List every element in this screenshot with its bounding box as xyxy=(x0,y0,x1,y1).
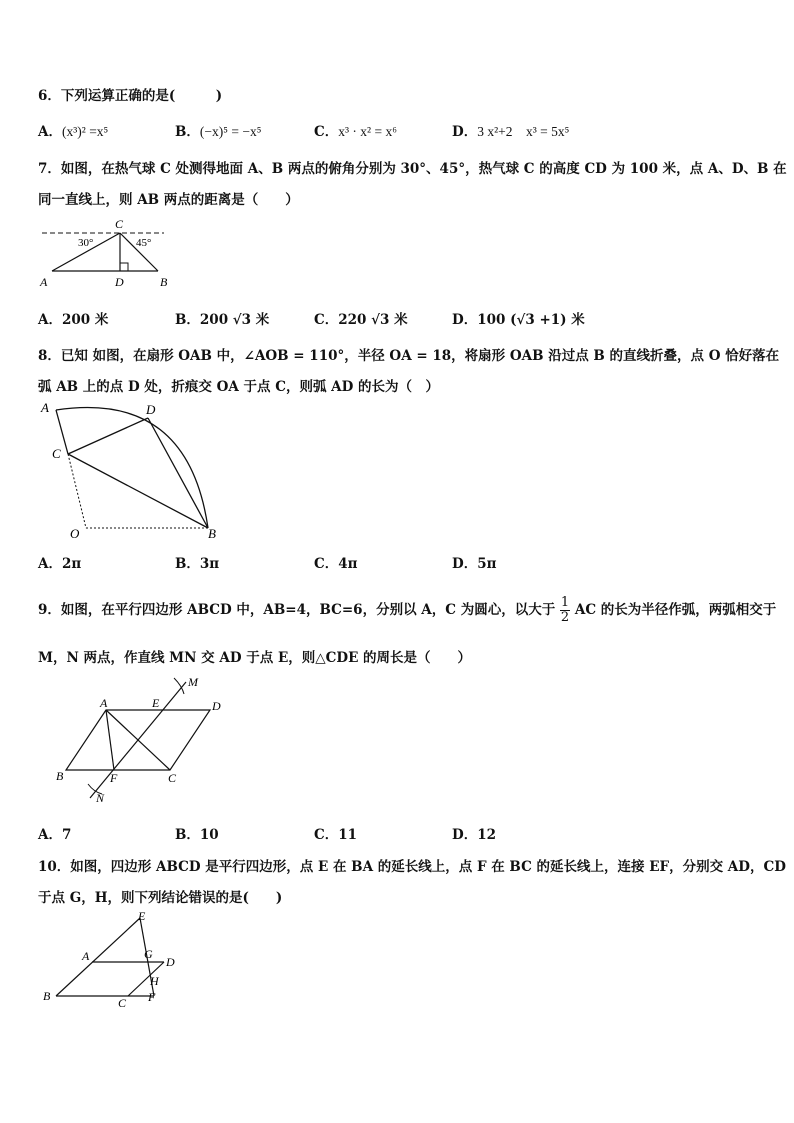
q9-line-af xyxy=(106,710,114,770)
q6-option-c-label: C． xyxy=(314,124,339,140)
q6-option-c xyxy=(314,120,397,140)
q8-label-d: D xyxy=(146,402,156,417)
q7-label-a: A xyxy=(40,275,48,289)
q10-label-f: F xyxy=(148,990,156,1004)
q7-figure xyxy=(38,215,178,295)
q9-stem-part2: AC 的长为半径作弧，两弧相交于 xyxy=(574,602,777,618)
q9-figure xyxy=(48,672,238,812)
q8-label-c: C xyxy=(52,446,61,461)
q8-line-co-dashed xyxy=(68,454,86,528)
q6-option-d-label: D． xyxy=(452,124,478,140)
q8-stem-line1: 8．已知 如图，在扇形 OAB 中，∠AOB = 110°，半径 OA = 18，将扇形 OAB 沿过点 B 的直线折叠，点 O 恰好落在 xyxy=(38,348,780,364)
q10-label-e: E xyxy=(138,909,146,923)
q8-stem-line2: 弧 AB 上的点 D 处，折痕交 OA 于点 C，则弧 AD 的长为（ ） xyxy=(38,379,440,395)
q6-option-c-expr: x³ · x² = x⁶ xyxy=(338,124,397,139)
q7-label-d: D xyxy=(115,275,124,289)
q10-figure xyxy=(38,906,188,1016)
q9-fraction-den: 2 xyxy=(560,610,570,625)
q7-label-c: C xyxy=(115,217,124,231)
q8-figure xyxy=(38,398,223,546)
q10-stem-line2: 于点 G，H，则下列结论错误的是( ) xyxy=(38,890,283,906)
q9-option-b: B．10 xyxy=(175,827,219,843)
q7-option-d: D．100 (√3 +1) 米 xyxy=(452,312,585,328)
q6-option-d-expr: 3 x²+2 x³ = 5x⁵ xyxy=(477,124,570,139)
q7-option-a: A．200 米 xyxy=(38,312,109,328)
q9-stem-line1 xyxy=(38,596,776,625)
q10-label-d: D xyxy=(166,955,175,969)
q9-label-f: F xyxy=(110,771,118,785)
q9-option-c: C．11 xyxy=(314,827,358,843)
q9-option-a: A．7 xyxy=(38,827,72,843)
q10-stem-line1: 10．如图，四边形 ABCD 是平行四边形，点 E 在 BA 的延长线上，点 F 在 BC 的延长线上，连接 EF，分别交 AD，CD xyxy=(38,859,786,875)
q9-stem-part1: 9．如图，在平行四边形 ABCD 中，AB=4，BC=6，分别以 A，C 为圆心，以大于 xyxy=(38,602,556,618)
q8-line-cd xyxy=(68,418,148,454)
q6-option-b-label: B． xyxy=(175,124,200,140)
q8-line-cb xyxy=(68,454,208,528)
q7-angle-30: 30° xyxy=(78,237,94,249)
q9-option-d: D．12 xyxy=(452,827,496,843)
q8-label-b: B xyxy=(208,526,216,541)
q8-option-a: A．2π xyxy=(38,556,82,572)
q6-option-d xyxy=(452,120,569,140)
q10-label-a: A xyxy=(82,949,90,963)
q10-label-g: G xyxy=(144,947,153,961)
q7-option-c: C．220 √3 米 xyxy=(314,312,408,328)
q6-option-b-expr: (−x)⁵ = −x⁵ xyxy=(199,124,262,139)
q6-stem: 6．下列运算正确的是( ) xyxy=(38,88,223,104)
q9-stem-line2: M，N 两点，作直线 MN 交 AD 于点 E，则△CDE 的周长是（ ） xyxy=(38,650,472,666)
q10-label-c: C xyxy=(118,996,127,1010)
q9-label-e: E xyxy=(152,696,160,710)
q8-label-o: O xyxy=(70,526,80,541)
q9-label-n: N xyxy=(96,791,105,805)
q10-label-b: B xyxy=(43,989,51,1003)
q7-right-angle-mark xyxy=(120,263,128,271)
q9-label-b: B xyxy=(56,769,64,783)
q10-label-h: H xyxy=(150,974,159,988)
q9-fraction-num: 1 xyxy=(560,595,570,610)
q9-label-a: A xyxy=(100,696,108,710)
q10-line-be xyxy=(56,918,140,996)
q6-option-a-expr: (x³)² =x⁵ xyxy=(61,124,109,139)
q6-option-a xyxy=(38,120,108,140)
q9-label-m: M xyxy=(188,675,198,689)
q7-angle-45: 45° xyxy=(136,237,152,249)
q9-fraction-half xyxy=(560,596,570,625)
q7-label-b: B xyxy=(160,275,168,289)
q9-label-c: C xyxy=(168,771,177,785)
q8-option-d: D．5π xyxy=(452,556,497,572)
q7-stem-line1: 7．如图，在热气球 C 处测得地面 A、B 两点的俯角分别为 30°、45°，热气球 C 的高度 CD 为 100 米，点 A、D、B 在 xyxy=(38,161,787,177)
q8-option-b: B．3π xyxy=(175,556,220,572)
q6-option-a-label: A． xyxy=(38,124,62,140)
q7-stem-line2: 同一直线上，则 AB 两点的距离是（ ） xyxy=(38,192,299,208)
q7-option-b: B．200 √3 米 xyxy=(175,312,270,328)
q8-option-c: C．4π xyxy=(314,556,358,572)
q8-label-a: A xyxy=(41,400,49,415)
q6-option-b xyxy=(175,120,261,140)
q9-label-d: D xyxy=(212,699,221,713)
